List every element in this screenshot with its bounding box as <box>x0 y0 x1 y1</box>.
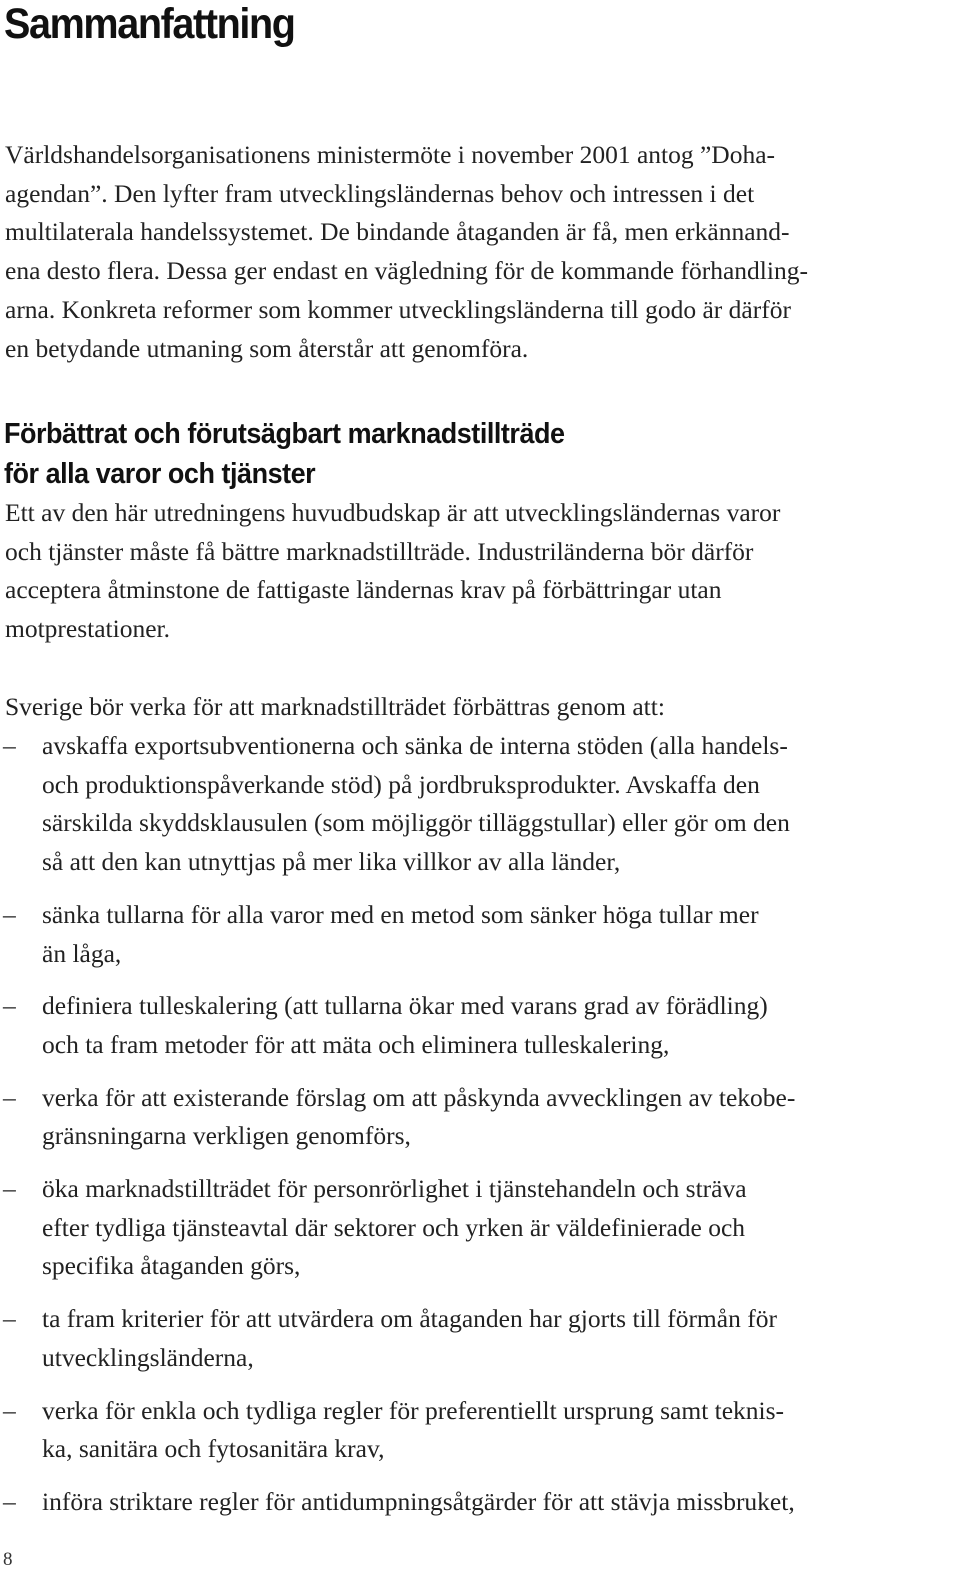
list-item-text <box>42 1483 950 1522</box>
bullet-dash: – <box>3 1174 16 1204</box>
list-item-line: specifika åtaganden görs, <box>42 1251 301 1281</box>
recommendations-lead: Sverige bör verka för att marknadstillträdet förbättras genom att: <box>5 692 665 721</box>
section-heading-line: för alla varor och tjänster <box>4 458 316 490</box>
section-heading <box>4 414 565 494</box>
recommendations-list <box>0 727 950 1536</box>
list-item <box>0 1079 950 1156</box>
page-number: 8 <box>3 1549 13 1570</box>
list-item <box>0 1483 950 1522</box>
list-item <box>0 727 950 882</box>
intro-line: arna. Konkreta reformer som kommer utvecklingsländerna till godo är därför <box>5 294 791 324</box>
intro-line: ena desto flera. Dessa ger endast en vägledning för de kommande förhandling- <box>5 256 808 286</box>
list-item <box>0 896 950 973</box>
bullet-dash: – <box>3 1486 16 1516</box>
list-item-line: och ta fram metoder för att mäta och eliminera tulleskalering, <box>42 1029 670 1059</box>
list-item-line: ta fram kriterier för att utvärdera om åtaganden har gjorts till förmån för <box>42 1304 777 1334</box>
section-paragraph <box>5 494 950 649</box>
list-item-text <box>42 987 950 1064</box>
list-item-line: införa striktare regler för antidumpningsåtgärder för att stävja missbruket, <box>42 1486 795 1516</box>
list-item-line: sänka tullarna för alla varor med en metod som sänker höga tullar mer <box>42 899 759 929</box>
intro-line: agendan”. Den lyfter fram utvecklingsländernas behov och intressen i det <box>5 178 755 208</box>
intro-paragraph <box>5 136 945 368</box>
list-item <box>0 987 950 1064</box>
list-item-text <box>42 1079 950 1156</box>
list-item-line: gränsningarna verkligen genomförs, <box>42 1121 411 1151</box>
list-item-line: särskilda skyddsklausulen (som möjliggör tilläggstullar) eller gör om den <box>42 808 790 838</box>
list-item-line: verka för enkla och tydliga regler för preferentiellt ursprung samt teknis- <box>42 1395 785 1425</box>
bullet-dash: – <box>3 899 16 929</box>
list-item-line: definiera tulleskalering (att tullarna ökar med varans grad av förädling) <box>42 991 768 1021</box>
intro-line: en betydande utmaning som återstår att genomföra. <box>5 333 529 363</box>
list-item-text <box>42 1392 950 1469</box>
list-item-line: så att den kan utnyttjas på mer lika villkor av alla länder, <box>42 847 621 877</box>
list-item-text <box>42 1300 950 1377</box>
bullet-dash: – <box>3 731 16 760</box>
list-item <box>0 1300 950 1377</box>
list-item-line: utvecklingsländerna, <box>42 1342 254 1372</box>
section-paragraph-line: motprestationer. <box>5 614 171 644</box>
list-item <box>0 1170 950 1286</box>
section-paragraph-line: acceptera åtminstone de fattigaste ländernas krav på förbättringar utan <box>5 575 722 605</box>
list-item <box>0 1392 950 1469</box>
section-heading-line: Förbättrat och förutsägbart marknadstillträde <box>4 418 565 450</box>
section-paragraph-line: och tjänster måste få bättre marknadstillträde. Industriländerna bör därför <box>5 536 754 566</box>
intro-line: Världshandelsorganisationens ministermöte i november 2001 antog ”Doha- <box>5 140 776 169</box>
bullet-dash: – <box>3 991 16 1021</box>
list-item-text <box>42 1170 950 1286</box>
page-title: Sammanfattning <box>4 0 295 48</box>
list-item-line: verka för att existerande förslag om att påskynda avvecklingen av tekobe- <box>42 1082 796 1112</box>
bullet-dash: – <box>3 1304 16 1334</box>
bullet-dash: – <box>3 1395 16 1425</box>
list-item-text <box>42 896 950 973</box>
list-item-line: och produktionspåverkande stöd) på jordbruksprodukter. Avskaffa den <box>42 769 760 799</box>
list-item-line: än låga, <box>42 938 122 968</box>
list-item-line: efter tydliga tjänsteavtal där sektorer och yrken är väldefinierade och <box>42 1212 746 1242</box>
intro-line: multilaterala handelssystemet. De bindande åtaganden är få, men erkännand- <box>5 217 790 247</box>
bullet-dash: – <box>3 1082 16 1112</box>
list-item-line: avskaffa exportsubventionerna och sänka de interna stöden (alla handels- <box>42 731 788 760</box>
list-item-line: öka marknadstillträdet för personrörlighet i tjänstehandeln och sträva <box>42 1174 747 1204</box>
list-item-line: ka, sanitära och fytosanitära krav, <box>42 1434 385 1464</box>
section-paragraph-line: Ett av den här utredningens huvudbudskap är att utvecklingsländernas varor <box>5 498 781 527</box>
list-item-text <box>42 727 950 882</box>
